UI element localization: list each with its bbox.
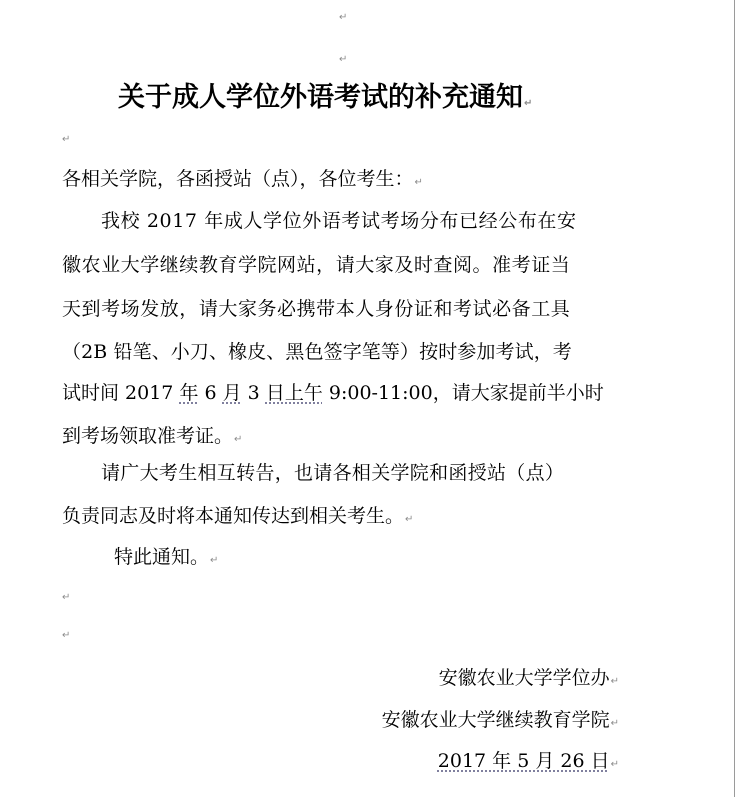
body-text: 负责同志及时将本通知传达到相关考生。 xyxy=(62,505,405,527)
body-line-6 xyxy=(62,424,242,452)
closing-text: 特此通知。 xyxy=(114,546,210,568)
body-text: 徽农业大学继续教育学院网站，请大家及时查阅。准考证当 xyxy=(62,254,571,276)
body-text: 3 xyxy=(241,382,266,404)
document-title xyxy=(118,82,532,120)
body-line-8 xyxy=(62,504,413,532)
paragraph-mark-empty: ↵ xyxy=(62,592,71,603)
body-text-underlined: 年 xyxy=(179,382,199,404)
body-text: 请广大考生相互转告，也请各相关学院和函授站（点） xyxy=(101,462,565,484)
signature-date-line xyxy=(438,749,619,777)
body-text-underlined: 月 xyxy=(222,382,242,404)
body-text: （2B 铅笔、小刀、橡皮、黑色签字笔等）按时参加考试，考 xyxy=(62,341,572,363)
body-line-7 xyxy=(101,461,616,485)
body-text: 试时间 2017 xyxy=(62,382,180,404)
paragraph-mark-empty: ↵ xyxy=(62,134,71,145)
salutation-line xyxy=(62,167,423,195)
signature-date: 2017 年 5 月 26 日 xyxy=(437,750,610,772)
body-line-5 xyxy=(62,381,616,405)
body-text: 我校 2017 年成人学位外语考试考场分布已经公布在安 xyxy=(101,210,577,232)
paragraph-mark: ↵ xyxy=(405,514,414,525)
signature-office-line xyxy=(439,666,619,694)
paragraph-mark: ↵ xyxy=(234,434,243,445)
body-line-2 xyxy=(62,253,616,277)
closing-line xyxy=(114,545,218,573)
document-title-text: 关于成人学位外语考试的补充通知 xyxy=(118,82,523,113)
body-text: 9:00-11:00，请大家提前半小时 xyxy=(322,382,604,404)
paragraph-mark-empty: ↵ xyxy=(62,630,71,641)
signature-college-line xyxy=(382,708,619,736)
paragraph-mark: ↵ xyxy=(210,555,219,566)
paragraph-mark: ↵ xyxy=(524,98,533,109)
body-text: 天到考场发放，请大家务必携带本人身份证和考试必备工具 xyxy=(62,298,571,320)
body-text: 到考场领取准考证。 xyxy=(62,425,234,447)
paragraph-mark-top-1: ↵ xyxy=(339,12,348,23)
body-line-1 xyxy=(101,209,616,233)
paragraph-mark: ↵ xyxy=(610,718,619,729)
paragraph-mark: ↵ xyxy=(414,177,423,188)
body-text-underlined: 日上午 xyxy=(265,382,323,404)
body-text: 6 xyxy=(198,382,223,404)
signature-office: 安徽农业大学学位办 xyxy=(438,667,610,689)
paragraph-mark: ↵ xyxy=(610,759,619,770)
body-line-3 xyxy=(62,297,616,321)
body-line-4 xyxy=(62,340,616,364)
salutation: 各相关学院，各函授站（点），各位考生： xyxy=(62,168,414,190)
paragraph-mark-top-2: ↵ xyxy=(339,54,348,65)
signature-college: 安徽农业大学继续教育学院 xyxy=(381,709,610,731)
paragraph-mark: ↵ xyxy=(610,676,619,687)
page-right-edge xyxy=(734,0,735,797)
